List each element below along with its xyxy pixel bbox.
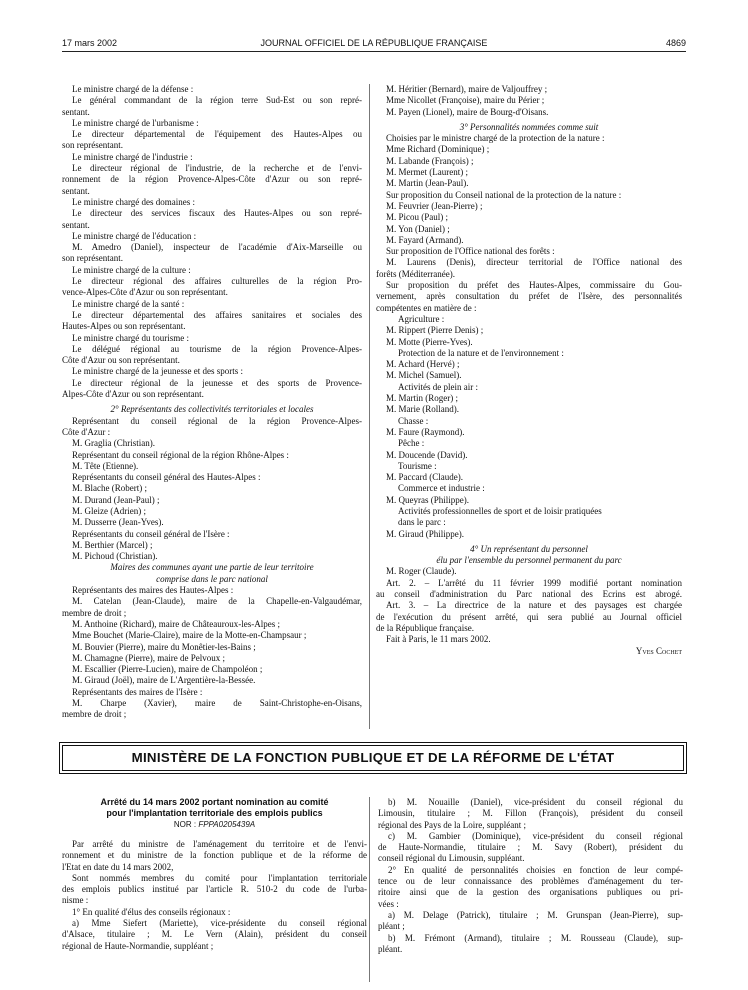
text-line: vence-Alpes-Côte d'Azur ou son représentant. <box>62 287 228 298</box>
text-line: Chasse : <box>398 415 429 426</box>
text-line: Agriculture : <box>398 313 445 324</box>
text-line: M. Picou (Paul) ; <box>386 212 448 223</box>
text-line: M. Michel (Samuel). <box>386 370 462 381</box>
text-line: Sur proposition de l'Office national des forêts : <box>386 246 555 257</box>
text-line: 3° Personnalités nommées comme suit <box>459 121 599 132</box>
text-line: Activités de plein air : <box>398 381 478 392</box>
text-line: M. Giraud (Joël), maire de L'Argentière-la-Bessée. <box>72 675 256 686</box>
text-line: M. Achard (Hervé) ; <box>386 359 460 370</box>
text-line: Le ministre chargé des domaines : <box>72 196 196 207</box>
left-column <box>62 84 362 721</box>
text-line: M. Berthier (Marcel) ; <box>72 539 153 550</box>
text-line: membre de droit ; <box>62 709 127 720</box>
header-rule <box>62 51 686 52</box>
arrete-title-line-1: Arrêté du 14 mars 2002 portant nomination au comité <box>100 797 329 807</box>
text-line: son représentant. <box>62 140 123 151</box>
text-line: Sur proposition du préfet des Hautes-Alpes, commissaire du Gou- <box>386 280 682 291</box>
text-line: Le général commandant de la région terre Sud-Est ou son repré- <box>72 95 362 106</box>
text-line: Pêche : <box>398 438 425 449</box>
text-line: Commerce et industrie : <box>398 483 485 494</box>
page-number: 4869 <box>665 38 686 48</box>
text-line: M. Martin (Jean-Paul). <box>386 178 469 189</box>
ministry-banner-text: MINISTÈRE DE LA FONCTION PUBLIQUE ET DE LA RÉFORME DE L'ÉTAT <box>131 750 615 765</box>
text-line: M. Queyras (Philippe). <box>386 494 469 505</box>
text-line: Le ministre chargé de la culture : <box>72 264 191 275</box>
text-line: M. Feuvrier (Jean-Pierre) ; <box>386 200 483 211</box>
text-line: M. Charpe (Xavier), maire de Saint-Christophe-en-Oisans, <box>72 698 362 709</box>
text-line: Alpes-Côte d'Azur ou son représentant. <box>62 389 204 400</box>
text-line: Maires des communes ayant une partie de leur territoire <box>110 562 314 573</box>
text-line: 4° Un représentant du personnel <box>470 543 588 554</box>
text-line: Le ministre chargé de la défense : <box>72 84 194 94</box>
text-line: membre de droit ; <box>62 607 127 618</box>
text-line: M. Fayard (Armand). <box>386 234 464 245</box>
text-line: M. Héritier (Bernard), maire de Valjouffrey ; <box>386 84 548 94</box>
text-line: Le directeur régional des affaires culturelles de la région Pro- <box>72 276 362 287</box>
right-column <box>376 84 682 657</box>
text-line: Yves Cochet <box>635 645 682 656</box>
text-line: M. Graglia (Christian). <box>72 438 155 449</box>
text-line: ronnement de la région Provence-Alpes-Côte d'Azur ou son repré- <box>62 174 362 185</box>
text-line: M. Gleize (Adrien) ; <box>72 505 146 516</box>
text-line: M. Pichoud (Christian). <box>72 551 158 562</box>
column-divider <box>369 84 370 729</box>
text-line: Le ministre chargé de la jeunesse et des sports : <box>72 366 244 377</box>
text-line: Sont nommés membres du comité pour l'implantation territoriale <box>72 872 367 883</box>
text-line: M. Blache (Robert) ; <box>72 483 147 494</box>
text-line: Limousin, titulaire ; M. Fillon (François), président du conseil <box>378 808 683 819</box>
text-line: Sur proposition du Conseil national de la protection de la nature : <box>386 189 622 200</box>
text-line: Le directeur régional de la jeunesse et des sports de Provence- <box>72 377 362 388</box>
text-line: Mme Nicollet (Françoise), maire du Périer ; <box>386 95 545 106</box>
text-line: ritoire ainsi que de la gestion des organisations publiques ou pri- <box>378 887 683 898</box>
text-line: a) Mme Siefert (Mariette), vice-présidente du conseil régional <box>72 918 367 929</box>
text-line: sentant. <box>62 106 90 117</box>
text-line: M. Laurens (Denis), directeur territorial de l'Office national des <box>386 257 682 268</box>
text-line: de la République française. <box>376 622 474 633</box>
text-line: Représentant du conseil régional de la région Provence-Alpes- <box>72 415 362 426</box>
text-line: Mme Richard (Dominique) ; <box>386 144 490 155</box>
text-line: élu par l'ensemble du personnel permanent du parc <box>436 555 622 566</box>
text-line: Le directeur régional de l'industrie, de la recherche et de l'envi- <box>72 163 362 174</box>
text-line: ronnement et du ministre de la fonction publique et de la réforme de <box>62 850 367 861</box>
text-line: M. Durand (Jean-Paul) ; <box>72 494 160 505</box>
text-line: M. Marie (Rolland). <box>386 404 459 415</box>
text-line: Représentants du conseil général de l'Isère : <box>72 528 230 539</box>
arrete-title-line-2: pour l'implantation territoriale des emplois publics <box>106 808 323 818</box>
text-line: M. Payen (Lionel), maire de Bourg-d'Oisans. <box>386 106 549 117</box>
text-line: M. Faure (Raymond). <box>386 426 465 437</box>
text-line: M. Mermet (Laurent) ; <box>386 167 468 178</box>
text-line: Tourisme : <box>398 460 437 471</box>
text-line: Le directeur des services fiscaux des Hautes-Alpes ou son repré- <box>72 208 362 219</box>
text-line: Côte d'Azur ou son représentant. <box>62 355 180 366</box>
text-line: Art. 2. – L'arrêté du 11 février 1999 modifié portant nomination <box>386 577 682 588</box>
text-line: sentant. <box>62 219 90 230</box>
text-line: tence ou de leur connaissance des problèmes d'aménagement du ter- <box>378 876 683 887</box>
arrete-body-left <box>62 839 367 952</box>
text-line: Le ministre chargé de l'industrie : <box>72 151 193 162</box>
text-line: nisme : <box>62 895 89 906</box>
page-header <box>62 38 686 50</box>
text-line: pléant ; <box>378 921 405 932</box>
text-line: régional de Haute-Normandie, suppléant ; <box>62 940 214 951</box>
text-line: Hautes-Alpes ou son représentant. <box>62 321 186 332</box>
text-line: Le ministre chargé du tourisme : <box>72 332 190 343</box>
text-line: de Haute-Normandie, titulaire ; M. Savy (Robert), président du <box>378 842 683 853</box>
text-line: Représentants des maires des Hautes-Alpes : <box>72 585 234 596</box>
text-line: vées : <box>378 898 399 909</box>
text-line: Le ministre chargé de l'éducation : <box>72 230 197 241</box>
journal-title: JOURNAL OFFICIEL DE LA RÉPUBLIQUE FRANÇAISE <box>260 38 488 48</box>
text-line: comprise dans le parc national <box>156 573 268 584</box>
nor-reference <box>62 819 367 831</box>
text-line: conseil régional du Limousin, suppléant. <box>378 853 525 864</box>
text-line: Représentants des maires de l'Isère : <box>72 686 203 697</box>
text-line: de l'exécution du présent arrêté, qui sera publié au Journal officiel <box>376 611 682 622</box>
nor-value: FPPA0205439A <box>198 820 256 829</box>
text-line: Fait à Paris, le 11 mars 2002. <box>386 634 491 645</box>
text-line: forêts (Méditerranée). <box>376 268 455 279</box>
text-line: b) M. Nouaille (Daniel), vice-président du conseil régional du <box>388 797 683 807</box>
text-line: M. Yon (Daniel) ; <box>386 223 450 234</box>
text-line: l'Etat en date du 14 mars 2002, <box>62 861 174 872</box>
text-line: M. Labande (François) ; <box>386 155 474 166</box>
text-line: M. Martin (Roger) ; <box>386 393 458 404</box>
text-line: M. Doucende (David). <box>386 449 468 460</box>
text-line: dans le parc : <box>398 517 446 528</box>
text-line: son représentant. <box>62 253 123 264</box>
text-line: M. Dusserre (Jean-Yves). <box>72 517 164 528</box>
column-divider-lower <box>369 797 370 982</box>
text-line: M. Catelan (Jean-Claude), maire de la Chapelle-en-Valgaudémar, <box>72 596 362 607</box>
left-column-lower <box>62 797 367 952</box>
text-line: Représentant du conseil régional de la région Rhône-Alpes : <box>72 449 289 460</box>
right-column-lower <box>378 797 683 955</box>
text-line: b) M. Frémont (Armand), titulaire ; M. Rousseau (Claude), sup- <box>388 932 683 943</box>
text-line: sentant. <box>62 185 90 196</box>
text-line: pléant. <box>378 943 403 954</box>
text-line: Activités professionnelles de sport et de loisir pratiquées <box>398 505 602 516</box>
text-line: Choisies par le ministre chargé de la protection de la nature : <box>386 133 605 144</box>
text-line: Le directeur départemental des affaires sanitaires et sociales des <box>72 309 362 320</box>
nor-label: NOR : <box>173 820 199 829</box>
text-line: c) M. Gambier (Dominique), vice-président du conseil régional <box>388 830 683 841</box>
text-line: Le ministre chargé de l'urbanisme : <box>72 117 199 128</box>
text-line: M. Rippert (Pierre Denis) ; <box>386 325 484 336</box>
text-line: Art. 3. – La directrice de la nature et des paysages est chargée <box>386 600 682 611</box>
text-line: régional des Pays de la Loire, suppléant ; <box>378 819 526 830</box>
text-line: M. Escallier (Pierre-Lucien), maire de Champoléon ; <box>72 664 263 675</box>
text-line: vernement, après consultation du préfet de l'Isère, des personnalités <box>376 291 682 302</box>
header-date: 17 mars 2002 <box>62 38 118 48</box>
text-line: M. Amedro (Daniel), inspecteur de l'académie d'Aix-Marseille ou <box>72 242 362 253</box>
text-line: Côte d'Azur : <box>62 426 111 437</box>
text-line: M. Paccard (Claude). <box>386 472 463 483</box>
text-line: Protection de la nature et de l'environnement : <box>398 347 564 358</box>
text-line: des emplois publics institué par l'article R. 510-2 du code de l'urba- <box>62 884 367 895</box>
text-line: M. Roger (Claude). <box>386 566 457 577</box>
ministry-banner <box>62 745 684 771</box>
text-line: Représentants du conseil général des Hautes-Alpes : <box>72 472 261 483</box>
text-line: compétentes en matière de : <box>376 302 477 313</box>
text-line: au conseil d'administration du Parc national des Ecrins est abrogé. <box>376 589 682 600</box>
text-line: a) M. Delage (Patrick), titulaire ; M. Grunspan (Jean-Pierre), sup- <box>388 909 683 920</box>
text-line: Le délégué régional au tourisme de la région Provence-Alpes- <box>72 343 362 354</box>
text-line: 2° Représentants des collectivités territoriales et locales <box>110 404 314 415</box>
text-line: M. Anthoine (Richard), maire de Châteauroux-les-Alpes ; <box>72 618 280 629</box>
text-line: Mme Bouchet (Marie-Claire), maire de la Motte-en-Champsaur ; <box>72 630 307 641</box>
text-line: Par arrêté du ministre de l'aménagement du territoire et de l'envi- <box>72 839 367 849</box>
text-line: M. Tête (Etienne). <box>72 460 139 471</box>
text-line: 2° En qualité de personnalités choisies en fonction de leur compé- <box>388 864 683 875</box>
text-line: Le ministre chargé de la santé : <box>72 298 185 309</box>
text-line: M. Chamagne (Pierre), maire de Pelvoux ; <box>72 652 225 663</box>
text-line: M. Bouvier (Pierre), maire du Monêtier-les-Bains ; <box>72 641 256 652</box>
text-line: M. Motte (Pierre-Yves). <box>386 336 473 347</box>
text-line: 1° En qualité d'élus des conseils régionaux : <box>72 906 231 917</box>
text-line: M. Giraud (Philippe). <box>386 528 464 539</box>
text-line: Le directeur départemental de l'équipement des Hautes-Alpes ou <box>72 129 362 140</box>
text-line: d'Alsace, titulaire ; M. Le Vern (Alain), président du conseil <box>62 929 367 940</box>
